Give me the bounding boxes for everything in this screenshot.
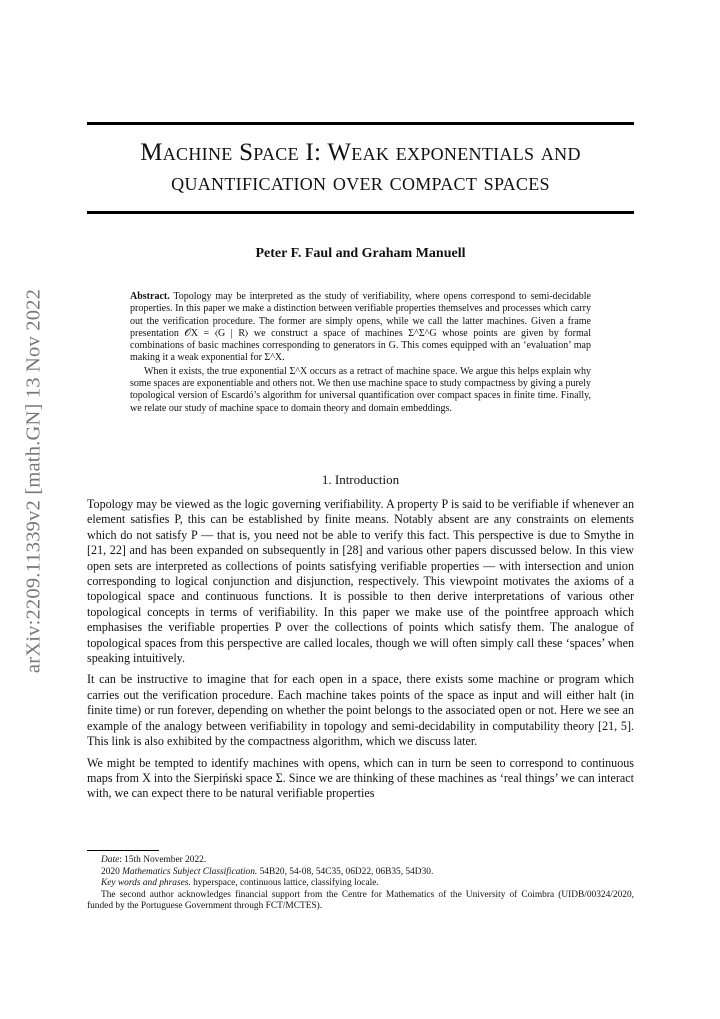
title-rule-bottom <box>87 211 634 214</box>
footnote-funding: The second author acknowledges financial support from the Centre for Mathematics of the University of Coimbra (UIDB/00324/2020, funded by the Portuguese Government through FCT/MCTES). <box>87 889 634 912</box>
date-label: Date <box>101 855 120 865</box>
abstract-paragraph-2: When it exists, the true exponential Σ^X occurs as a retract of machine space. We argue this helps explain why some spaces are exponentiable and others not. We then use machine space to study compactness by giving a purely topological version of Escardó’s algorithm for universal quantification over compact spaces in finite time. Finally, we relate our study of machine space to domain theory and domain embeddings. <box>130 365 591 414</box>
body-paragraph-1: Topology may be viewed as the logic governing verifiability. A property P is said to be verifiable if whenever an element satisfies P, this can be established by finite means. Notably absent are any constraints on elements which do not satisfy P — that is, you need not be able to verify this fact. This perspective is due to Smythe in [21, 22] and has been expanded on subsequently in [28] and various other papers discussed below. In this view open sets are interpreted as collections of points satisfying verifiable properties — with intersection and union corresponding to logical conjunction and disjunction, respectively. This viewpoint motivates the axioms of a topological space and continuous functions. It is possible to then derive interpretations of various other topological concepts in terms of verifiability. In this paper we make use of the pointfree approach which emphasises the verifiable properties P over the collections of points which satisfy them. The analogue of topological spaces from this perspective are called locales, though we will often simply call these ‘spaces’ when speaking intuitively. <box>87 497 634 666</box>
msc-label: Mathematics Subject Classification. <box>122 866 258 877</box>
msc-prefix: 2020 <box>101 866 123 877</box>
abstract-text-1: Topology may be interpreted as the study of verifiability, where opens correspond to semi-decidable properties. In this paper we make a distinction between verifiable properties themselves and processes which carry out the verification procedure. The former are simply opens, while we call the latter machines. Given a frame presentation 𝒪X = ⟨G | R⟩ we construct a space of machines Σ^Σ^G whose points are given by formal combinations of basic machines corresponding to generators in G. This comes equipped with an ‘evaluation’ map making it a weak exponential for Σ^X. <box>130 291 591 364</box>
body-paragraph-2: It can be instructive to imagine that for each open in a space, there exists some machine or program which carries out the verification procedure. Each machine takes points of the space as input and will either halt (in finite time) or run forever, depending on whether the point belongs to the associated open or not. Here we see an example of the analogy between verifiability in topology and semi-decidability in computability theory [21, 5]. This link is also exhibited by the compactness algorithm, which we discuss later. <box>87 672 634 749</box>
date-value: : 15th November 2022. <box>119 855 207 865</box>
title-line-2: quantification over compact spaces <box>171 169 550 196</box>
authors: Peter F. Faul and Graham Manuell <box>255 246 466 261</box>
msc-value: 54B20, 54-08, 54C35, 06D22, 06B35, 54D30. <box>257 866 434 877</box>
body-paragraph-3: We might be tempted to identify machines with opens, which can in turn be seen to correspond to continuous maps from X into the Sierpiński space Σ. Since we are thinking of these machines as ‘real things’ we can interact with, we can expect there to be natural verifiable properties <box>87 755 634 801</box>
title-rule-top <box>87 122 634 125</box>
keywords-label: Key words and phrases. <box>101 878 191 889</box>
paper-title <box>87 138 634 198</box>
title-line-1: Machine Space I: Weak exponentials and <box>140 139 581 166</box>
footnote-msc <box>87 867 634 879</box>
abstract-label: Abstract. <box>130 291 170 302</box>
keywords-value: hyperspace, continuous lattice, classifying locale. <box>190 878 379 889</box>
footnote-date <box>87 855 634 867</box>
footnote-rule <box>87 850 159 851</box>
abstract-paragraph-1 <box>130 291 591 365</box>
abstract <box>130 291 591 415</box>
footnote-keywords <box>87 878 634 890</box>
arxiv-identifier: arXiv:2209.11339v2 [math.GN] 13 Nov 2022 <box>22 288 45 674</box>
body-text <box>87 497 634 808</box>
section-heading: 1. Introduction <box>321 472 400 487</box>
arxiv-sidebar-stamp <box>14 266 54 696</box>
footnotes <box>87 855 634 913</box>
